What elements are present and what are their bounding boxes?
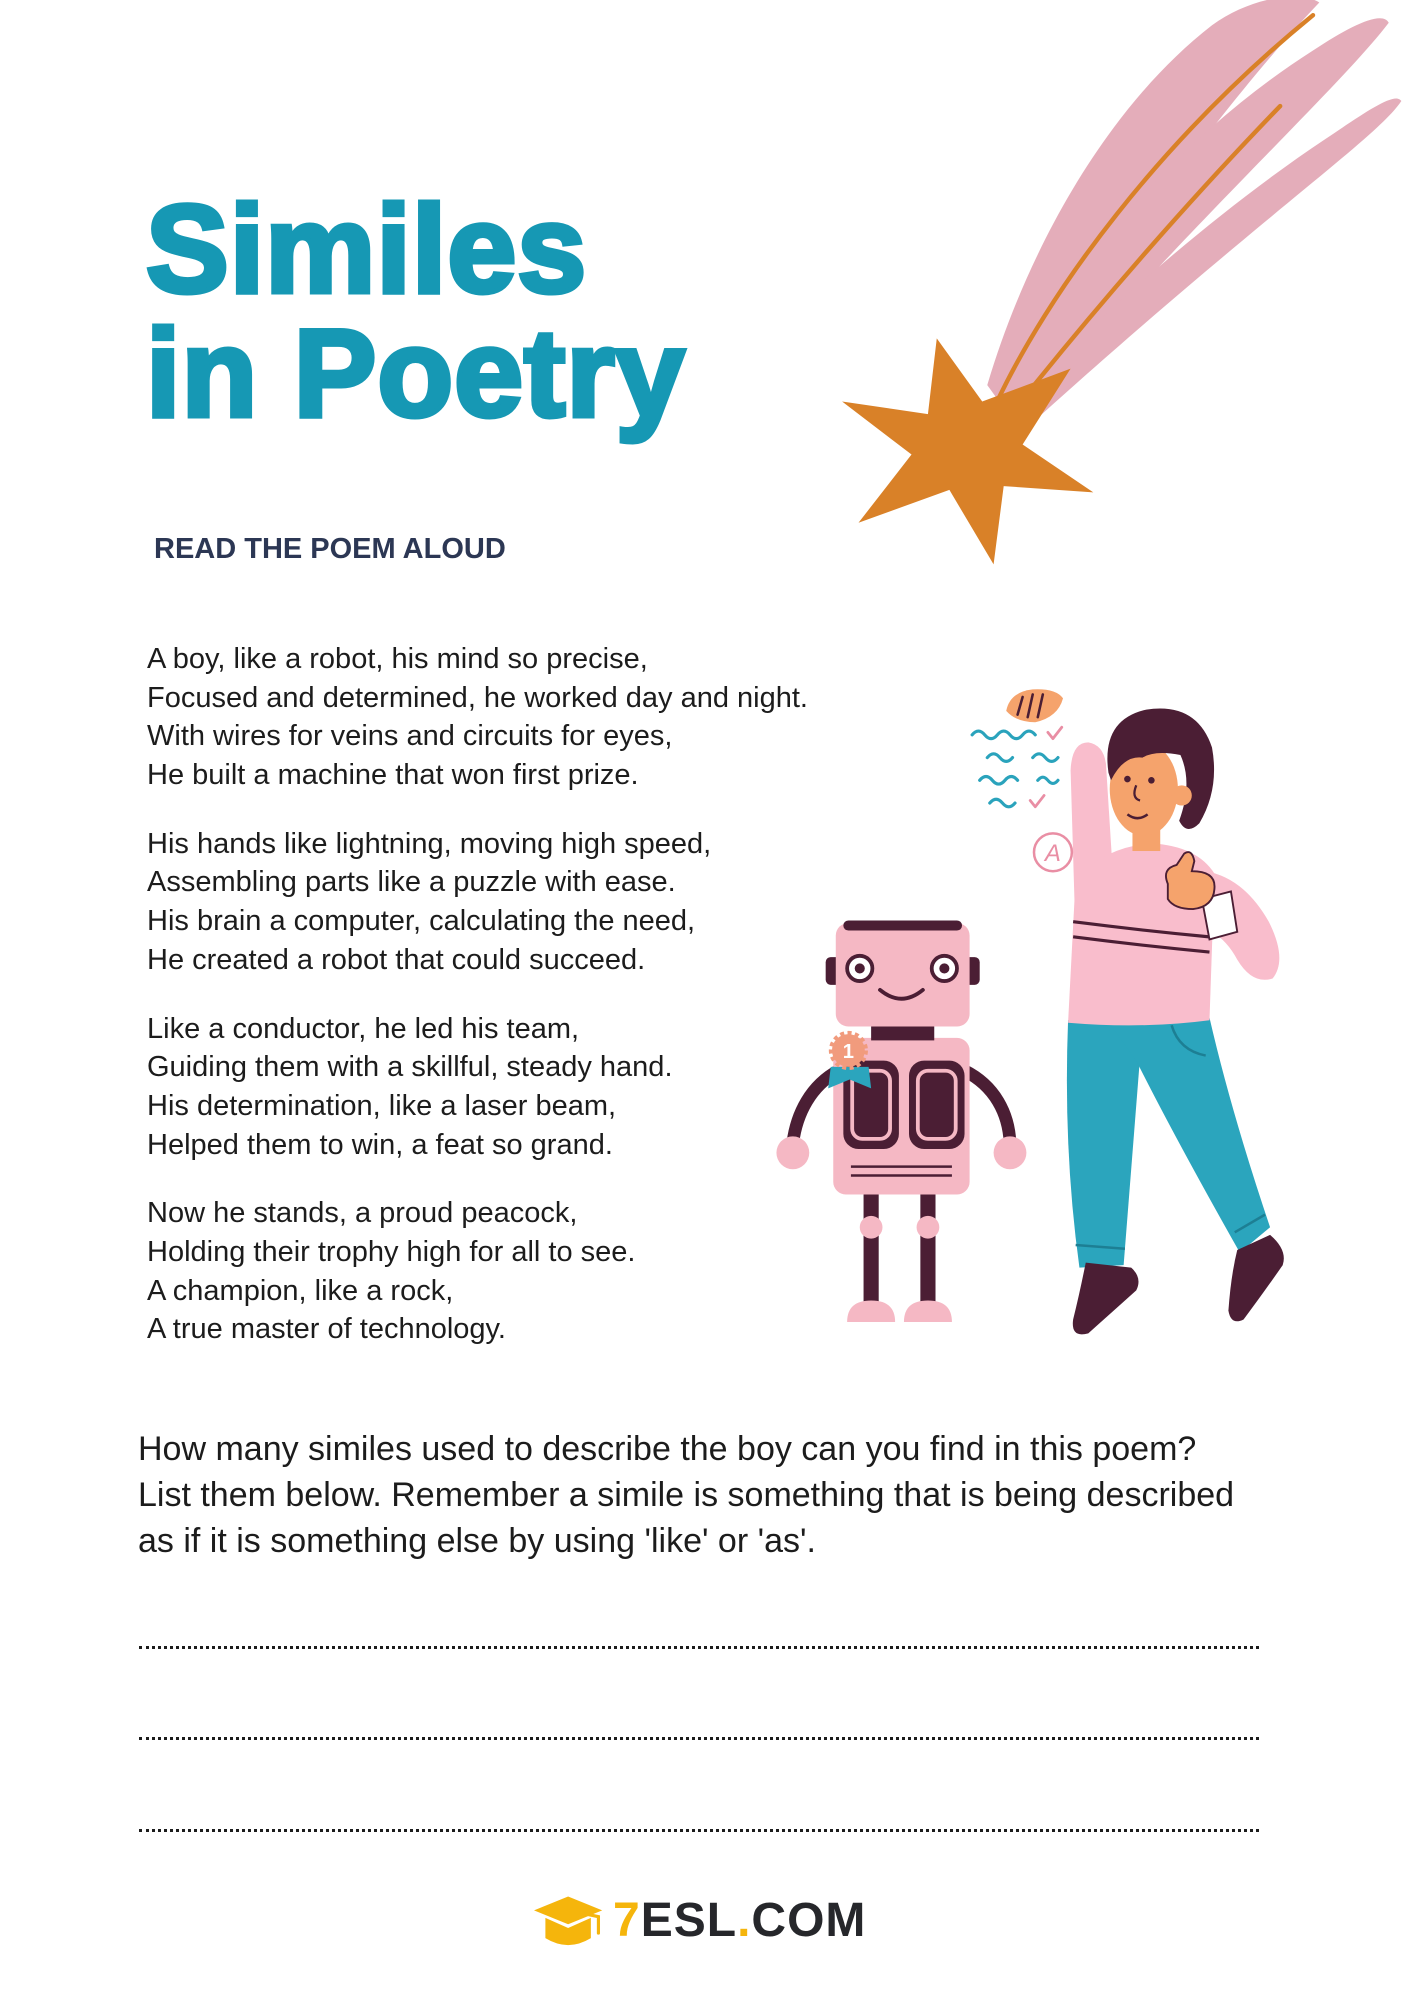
scribble [1033, 754, 1058, 762]
robot-left-foot [847, 1301, 895, 1322]
question-line: How many similes used to describe the boy can you find in this poem? [138, 1430, 1197, 1468]
poem-line: Holding their trophy high for all to see. [147, 1235, 636, 1268]
scribble [1038, 777, 1058, 783]
poem-line: Guiding them with a skillful, steady hand. [147, 1051, 673, 1084]
boy-left-leg [1067, 1020, 1143, 1267]
medal-label: 1 [842, 1041, 855, 1064]
scribble [980, 777, 1018, 785]
robot-left-knee [860, 1216, 883, 1239]
poem-line: Now he stands, a proud peacock, [147, 1197, 578, 1230]
poem-line: With wires for veins and circuits for eyes, [147, 720, 673, 753]
title-line-1: Similes [146, 181, 588, 319]
check-mark-icon [1030, 795, 1044, 806]
grade-mark: A [1044, 840, 1061, 868]
robot-left-pupil [855, 963, 865, 973]
logo-suffix: COM [751, 1894, 867, 1947]
boy-left-shoe [1073, 1263, 1139, 1335]
poem-line: Assembling parts like a puzzle with ease. [147, 866, 676, 899]
scribble [972, 731, 1035, 739]
scribble [987, 754, 1012, 762]
poem-stanza [147, 1194, 808, 1349]
poem-stanza [147, 825, 808, 980]
poem-line: He created a robot that could succeed. [147, 943, 646, 976]
logo-mark: 7 [613, 1894, 641, 1947]
boy-right-shoe [1228, 1235, 1283, 1321]
poem-line: A true master of technology. [147, 1313, 506, 1346]
raised-hand [1006, 689, 1063, 722]
robot-head-top [843, 920, 962, 930]
robot-right-foot [904, 1301, 952, 1322]
site-logo [613, 1893, 866, 1949]
graded-paper-icon [972, 727, 1072, 871]
boy-right-leg [1111, 1018, 1270, 1253]
title-line-2: in Poetry [146, 305, 686, 443]
robot-right-arm [965, 1071, 1010, 1143]
logo-name: ESL [640, 1894, 738, 1947]
scribble [990, 799, 1015, 807]
check-marks [1030, 727, 1062, 807]
question-line: List them below. Remember a simile is something that is being described [138, 1476, 1235, 1514]
boy-eye [1124, 776, 1131, 783]
poem-line: His hands like lightning, moving high speed, [147, 827, 712, 860]
poem-line: Helped them to win, a feat so grand. [147, 1128, 613, 1161]
answer-line [139, 1737, 1259, 1740]
robot-left-leg [864, 1187, 879, 1303]
robot-right-pupil [939, 963, 949, 973]
robot-right-leg [920, 1187, 935, 1303]
logo-dot: . [737, 1894, 752, 1947]
boy-illustration [972, 689, 1284, 1334]
instruction-heading: READ THE POEM ALOUD [154, 533, 506, 565]
exercise-question [138, 1426, 1234, 1564]
poem [147, 640, 808, 1379]
check-mark-icon [1048, 727, 1062, 738]
poem-line: Focused and determined, he worked day and night. [147, 681, 808, 714]
answer-line [139, 1646, 1259, 1649]
boy-ear [1172, 785, 1192, 805]
poem-line: Like a conductor, he led his team, [147, 1012, 580, 1045]
poem-line: A champion, like a rock, [147, 1274, 454, 1307]
poem-line: His brain a computer, calculating the need, [147, 905, 696, 938]
poem-stanza [147, 640, 808, 795]
answer-line [139, 1829, 1259, 1832]
robot-right-knee [917, 1216, 940, 1239]
shooting-star-icon [842, 0, 1401, 564]
graduation-cap-icon [534, 1896, 602, 1945]
poem-line: He built a machine that won first prize. [147, 759, 639, 792]
robot-right-hand [994, 1136, 1027, 1169]
question-line: as if it is something else by using 'like' or 'as'. [138, 1522, 816, 1560]
poem-line: A boy, like a robot, his mind so precise, [147, 643, 648, 675]
robot-illustration [776, 920, 1026, 1322]
poem-line: His determination, like a laser beam, [147, 1089, 617, 1122]
poem-stanza [147, 1010, 808, 1165]
boy-eye [1148, 777, 1155, 784]
